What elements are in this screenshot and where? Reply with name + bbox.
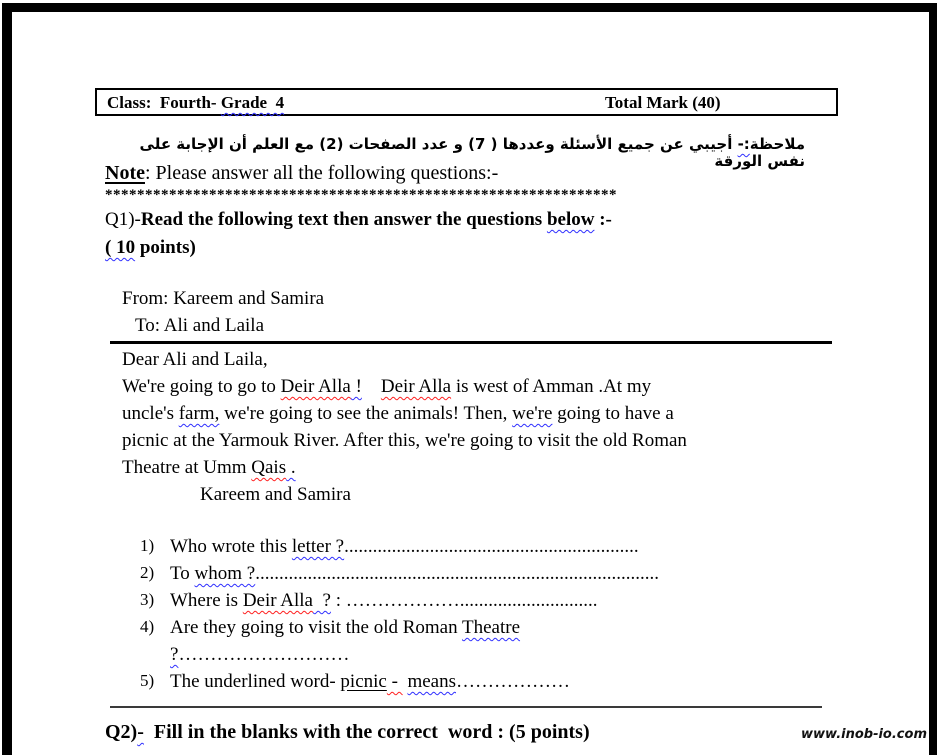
letter-salutation: Dear Ali and Laila,	[122, 349, 268, 370]
misspelled-word: Deir Alla	[242, 590, 313, 611]
q1-heading	[105, 209, 612, 231]
letter-from: From: Kareem and Samira	[122, 288, 325, 309]
total-mark-label: Total Mark (40)	[605, 93, 721, 112]
answer-dots: ………………	[455, 671, 570, 692]
letter-body-line-3: picnic at the Yarmouk River. After this, we're going to visit the old Roman	[122, 430, 687, 451]
question-number: 5)	[140, 671, 155, 690]
stars-divider: ****************************************************************	[105, 187, 617, 203]
arabic-note-text: أجيبي عن جميع الأسئلة وعددها ( 7) و عدد الصفحات (2) مع العلم أن الإجابة على نفس الورقة	[134, 135, 805, 171]
letter-signature: Kareem and Samira	[200, 484, 351, 505]
underlined-word: picnic	[340, 671, 387, 692]
answer-dots: ..............................................................	[344, 536, 639, 557]
question-item-4-continued	[170, 644, 349, 666]
body-text: we're going to see the animals! Then,	[219, 403, 513, 424]
grammar-word: letter ?	[291, 536, 345, 557]
note-text: : Please answer all the following questions:-	[144, 162, 499, 184]
body-text: We're going to go to	[122, 376, 281, 397]
body-text: is west of Amman .At my	[451, 376, 652, 397]
grammar-word: whom ?	[194, 563, 256, 584]
q1-prefix: Q1)-	[105, 209, 141, 230]
letter-body-line-1	[122, 376, 651, 398]
question-item-2	[170, 563, 659, 585]
question-text: Are they going to visit the old Roman	[170, 617, 463, 638]
question-number: 1)	[140, 536, 155, 555]
question-text: Where is	[170, 590, 243, 611]
question-item-1	[170, 536, 639, 558]
grammar-word: we're	[512, 403, 553, 424]
body-text: Theatre at Umm	[122, 457, 252, 478]
grammar-mark: -	[137, 721, 144, 743]
grammar-mark: !	[350, 376, 362, 397]
question-item-3	[170, 590, 597, 612]
q2-label: Q2)	[105, 721, 138, 743]
question-text: To	[170, 563, 195, 584]
question-item-4	[170, 617, 520, 639]
question-number: 2)	[140, 563, 155, 582]
question-number: 3)	[140, 590, 155, 609]
watermark: www.inob-io.com	[801, 727, 927, 742]
letter-divider	[110, 341, 832, 344]
q1-title-tail: :-	[594, 209, 612, 230]
body-text	[362, 376, 381, 397]
class-grade-text: Grade 4	[220, 93, 285, 112]
question-text: :	[330, 590, 346, 611]
header-box	[95, 88, 838, 116]
misspelled-word: Deir Alla	[280, 376, 351, 397]
question-number: 4)	[140, 617, 155, 636]
q1-points-wavy: ( 10	[105, 237, 136, 258]
q2-heading	[105, 721, 590, 744]
class-label-text: Class: Fourth-	[107, 93, 221, 112]
grammar-word: farm,	[178, 403, 220, 424]
answer-dots: .....................................................................................	[255, 563, 659, 584]
body-text: uncle's	[122, 403, 179, 424]
misspelled-word: Deir Alla	[380, 376, 452, 397]
q1-title-below: below	[546, 209, 595, 230]
letter-to: To: Ali and Laila	[135, 315, 265, 336]
arabic-note-word: ملاحظة	[749, 135, 805, 153]
question-text: The underlined word-	[170, 671, 341, 692]
arabic-note-colon: :-	[737, 135, 750, 153]
q2-title: Fill in the blanks with the correct word : (5 points)	[143, 721, 590, 743]
answer-dots: ………………………	[178, 644, 350, 665]
grammar-mark: ?	[313, 590, 331, 611]
misspelled-mark: -	[386, 671, 403, 692]
note-line	[105, 162, 498, 185]
grammar-word: Theatre	[462, 617, 521, 638]
class-label	[107, 93, 284, 113]
question-item-5	[170, 671, 570, 693]
question-text: Who wrote this	[170, 536, 292, 557]
q1-title: Read the following text then answer the questions	[140, 209, 547, 230]
grammar-word: means	[407, 671, 456, 692]
section-divider	[110, 706, 822, 708]
answer-dots: ……………….............................	[345, 590, 598, 611]
grammar-mark: ?	[170, 644, 179, 665]
note-label: Note	[105, 162, 145, 184]
body-text: going to have a	[552, 403, 674, 424]
q1-points	[105, 237, 196, 259]
grammar-mark: .	[286, 457, 296, 478]
misspelled-word: Qais	[251, 457, 287, 478]
letter-body-line-4	[122, 457, 296, 479]
q1-points-rest: points)	[135, 237, 196, 258]
letter-body-line-2	[122, 403, 674, 425]
